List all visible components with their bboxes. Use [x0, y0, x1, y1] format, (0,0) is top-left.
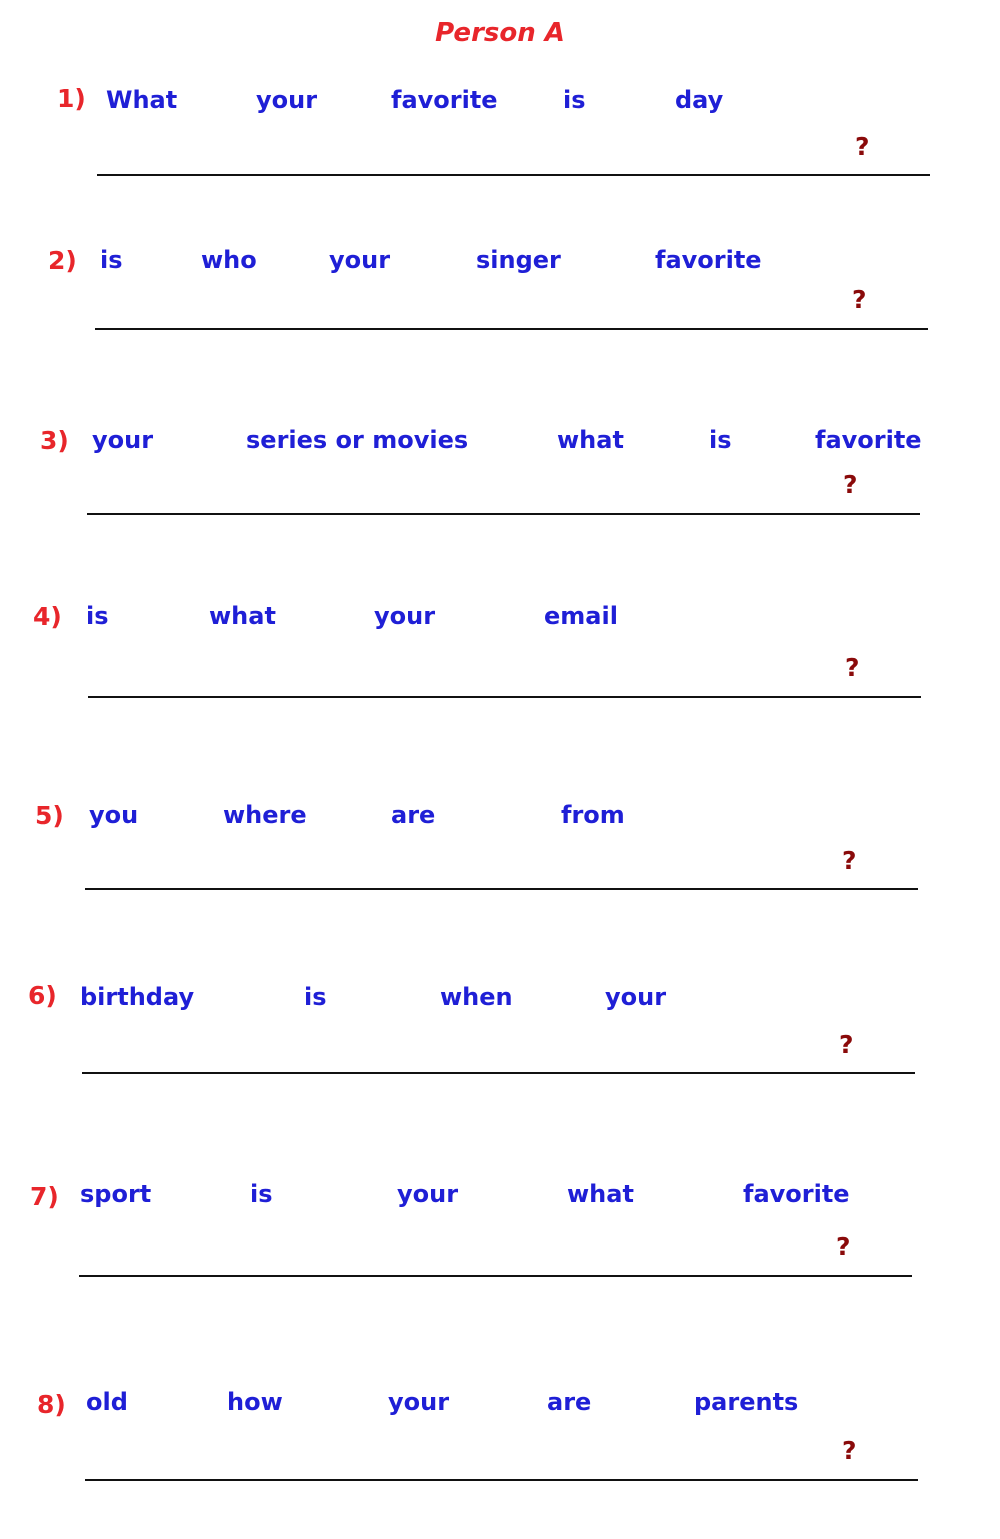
exercise-5: [0, 795, 1000, 915]
question-mark: ?: [855, 132, 870, 161]
word-tile[interactable]: you: [89, 801, 139, 829]
word-tile[interactable]: is: [563, 86, 586, 114]
page-title: Person A: [435, 18, 565, 48]
word-tile[interactable]: what: [557, 426, 624, 454]
word-tile[interactable]: singer: [476, 246, 561, 274]
answer-line[interactable]: [88, 696, 921, 698]
word-tile[interactable]: your: [256, 86, 318, 114]
word-tile[interactable]: is: [709, 426, 732, 454]
word-tile[interactable]: where: [223, 801, 307, 829]
word-tile[interactable]: What: [106, 86, 178, 114]
word-tile[interactable]: old: [86, 1388, 128, 1416]
word-tile[interactable]: who: [201, 246, 257, 274]
word-tile[interactable]: is: [86, 602, 109, 630]
exercise-1: [0, 80, 1000, 200]
answer-line[interactable]: [95, 328, 928, 330]
word-tile[interactable]: from: [561, 801, 625, 829]
question-mark: ?: [852, 285, 867, 314]
word-tile[interactable]: email: [544, 602, 618, 630]
word-tile[interactable]: is: [100, 246, 123, 274]
word-tile[interactable]: what: [209, 602, 276, 630]
answer-line[interactable]: [85, 1479, 918, 1481]
word-tile[interactable]: favorite: [655, 246, 762, 274]
question-mark: ?: [839, 1030, 854, 1059]
word-tile[interactable]: sport: [80, 1180, 152, 1208]
word-tile[interactable]: is: [304, 983, 327, 1011]
word-tile[interactable]: favorite: [815, 426, 922, 454]
question-mark: ?: [842, 846, 857, 875]
word-tile[interactable]: your: [329, 246, 391, 274]
question-mark: ?: [842, 1436, 857, 1465]
answer-line[interactable]: [85, 888, 918, 890]
word-tile[interactable]: is: [250, 1180, 273, 1208]
word-tile[interactable]: your: [374, 602, 436, 630]
exercise-8: [0, 1382, 1000, 1502]
word-tile[interactable]: series or movies: [246, 426, 469, 454]
exercise-number: 5): [35, 801, 64, 830]
exercise-2: [0, 240, 1000, 360]
word-tile[interactable]: are: [547, 1388, 592, 1416]
exercise-3: [0, 420, 1000, 540]
exercise-4: [0, 596, 1000, 716]
question-mark: ?: [843, 470, 858, 499]
word-tile[interactable]: what: [567, 1180, 634, 1208]
exercise-number: 8): [37, 1390, 66, 1419]
exercise-number: 6): [28, 981, 57, 1010]
exercise-number: 3): [40, 426, 69, 455]
word-tile[interactable]: day: [675, 86, 724, 114]
word-tile[interactable]: your: [605, 983, 667, 1011]
word-tile[interactable]: your: [388, 1388, 450, 1416]
exercise-6: [0, 977, 1000, 1097]
word-tile[interactable]: favorite: [743, 1180, 850, 1208]
word-tile[interactable]: parents: [694, 1388, 799, 1416]
exercise-number: 4): [33, 602, 62, 631]
question-mark: ?: [836, 1232, 851, 1261]
word-tile[interactable]: your: [92, 426, 154, 454]
answer-line[interactable]: [82, 1072, 915, 1074]
exercise-7: [0, 1174, 1000, 1294]
word-tile[interactable]: how: [227, 1388, 283, 1416]
exercise-number: 1): [57, 84, 86, 113]
exercise-number: 7): [30, 1182, 59, 1211]
answer-line[interactable]: [79, 1275, 912, 1277]
word-tile[interactable]: your: [397, 1180, 459, 1208]
word-tile[interactable]: are: [391, 801, 436, 829]
answer-line[interactable]: [97, 174, 930, 176]
exercise-number: 2): [48, 246, 77, 275]
word-tile[interactable]: birthday: [80, 983, 195, 1011]
question-mark: ?: [845, 653, 860, 682]
word-tile[interactable]: when: [440, 983, 513, 1011]
word-tile[interactable]: favorite: [391, 86, 498, 114]
answer-line[interactable]: [87, 513, 920, 515]
